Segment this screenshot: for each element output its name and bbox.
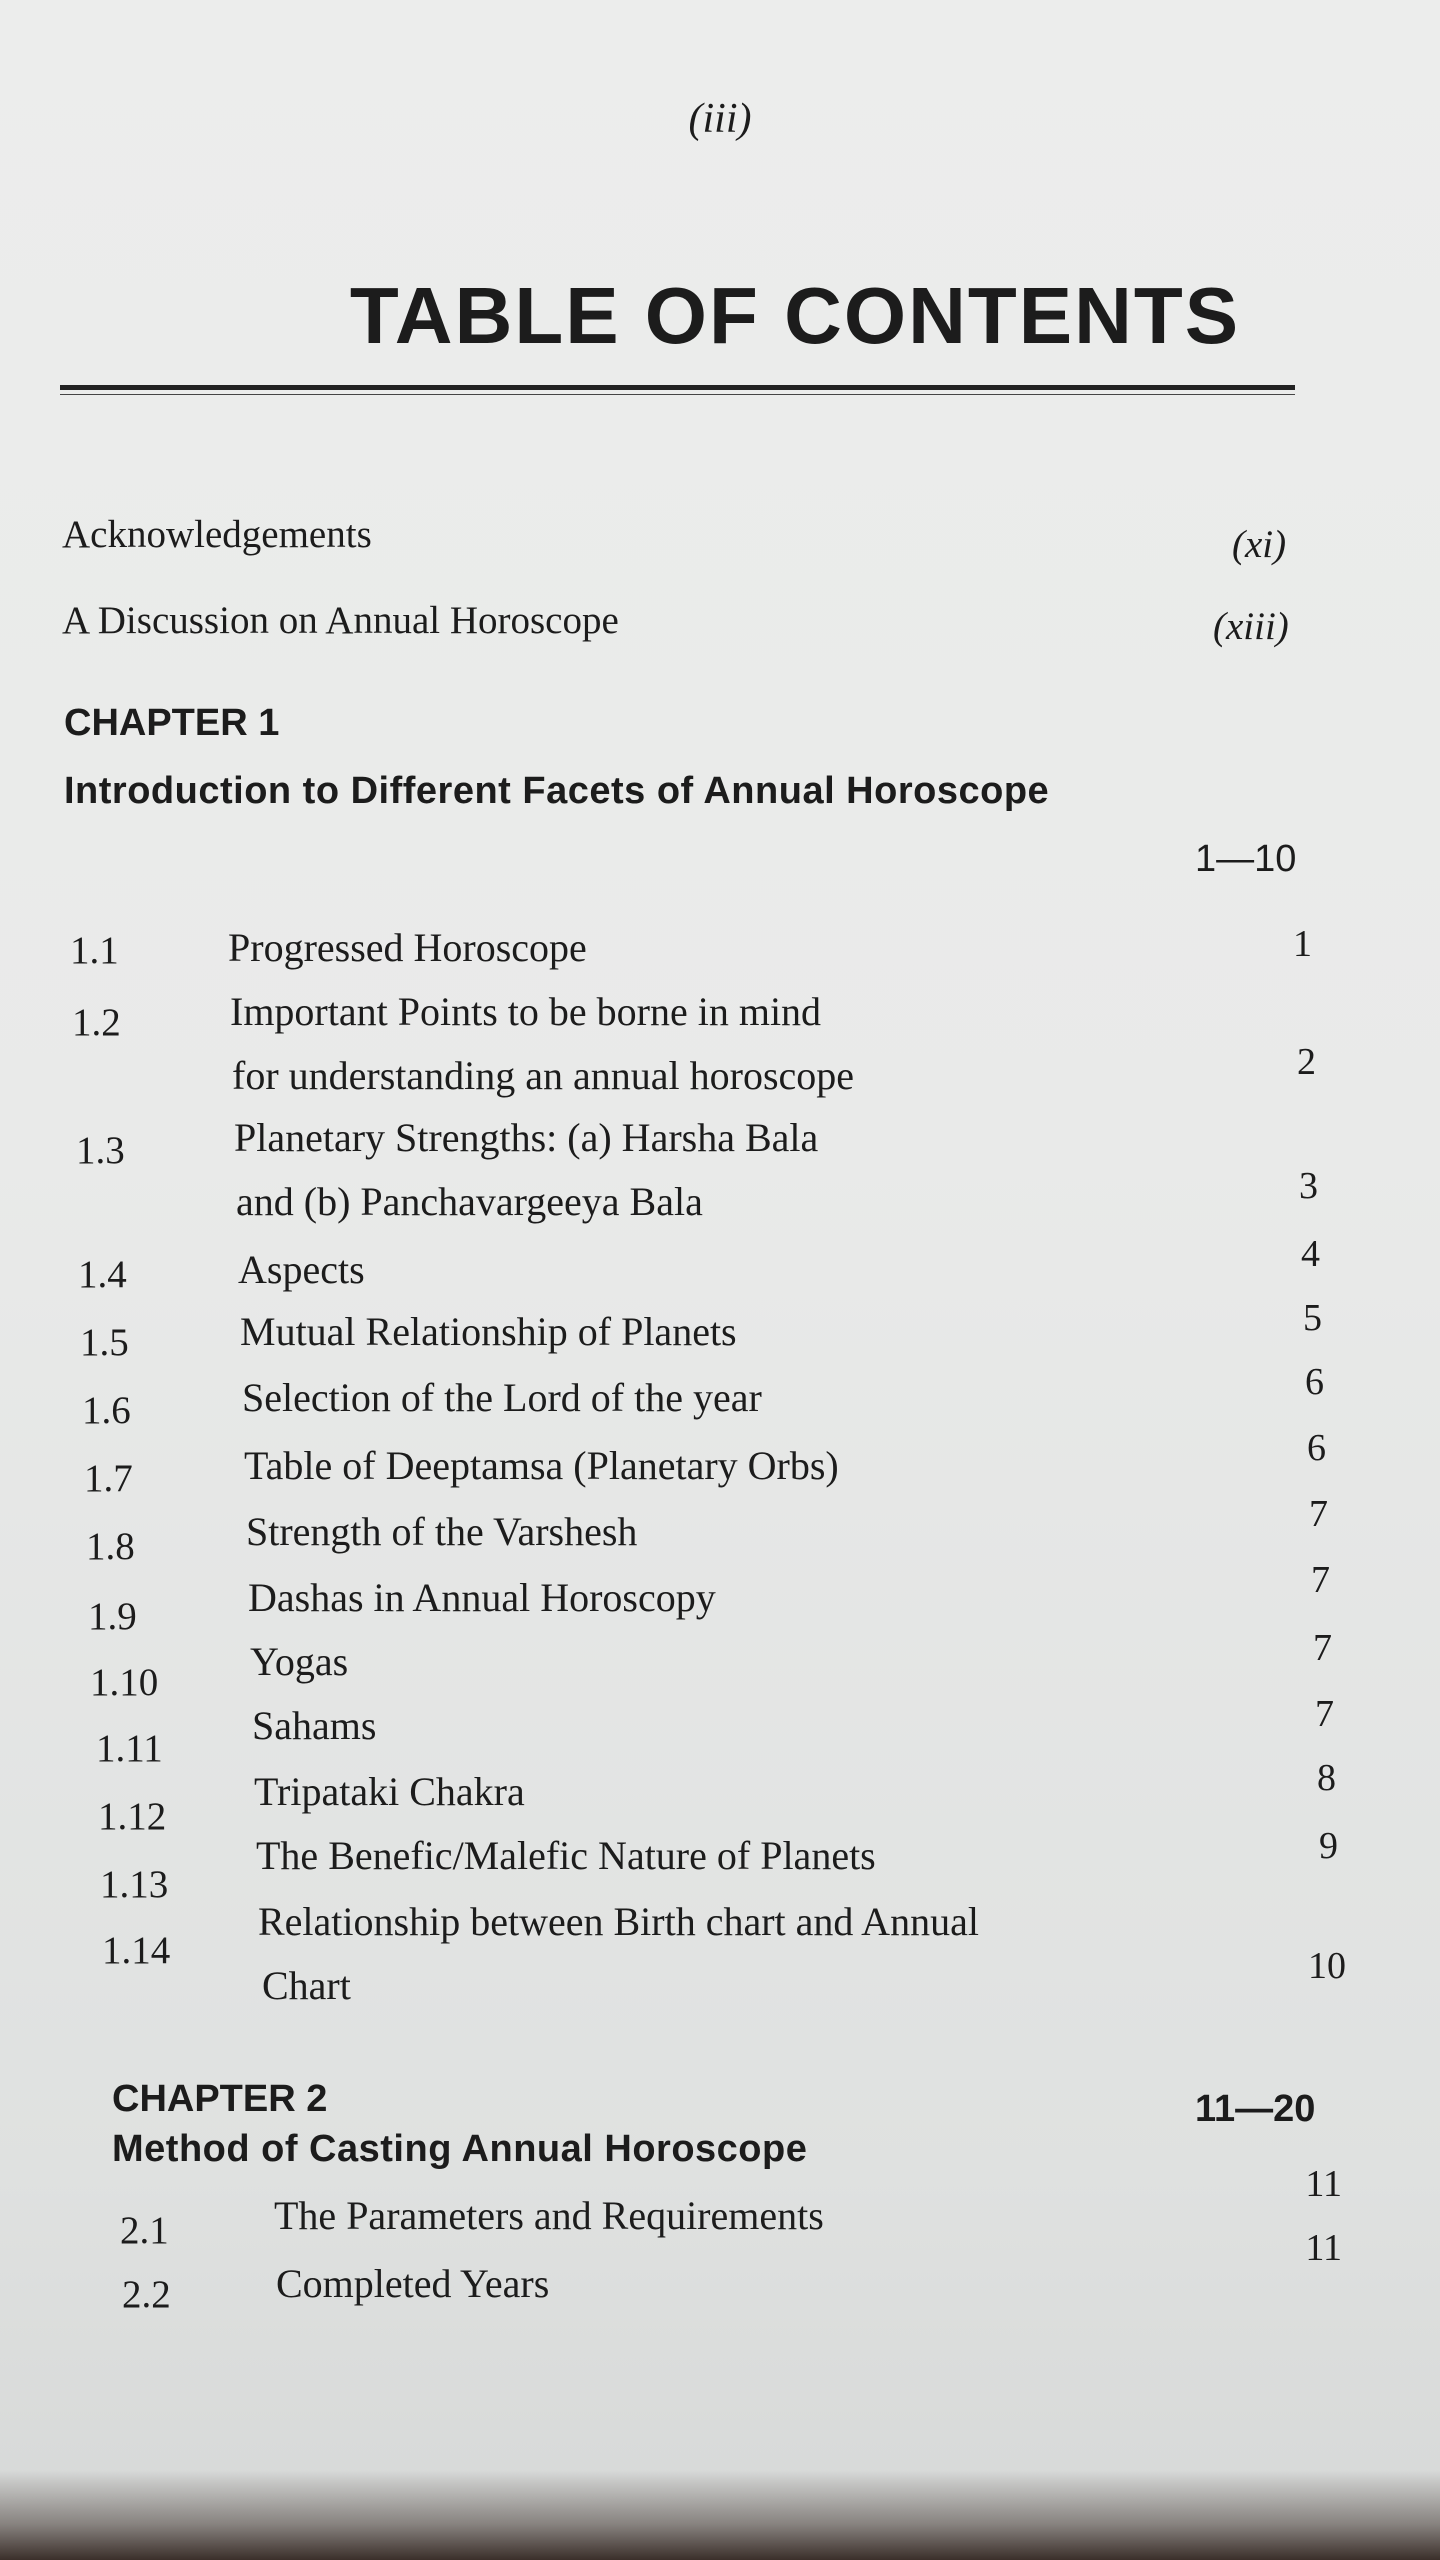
section-page: 6 — [1307, 1427, 1326, 1469]
chapter-title: Introduction to Different Facets of Annual Horoscope — [64, 770, 1050, 812]
section-page: 8 — [1317, 1757, 1336, 1799]
section-page: 6 — [1305, 1361, 1324, 1403]
section-title-continued: and (b) Panchavargeeya Bala — [236, 1179, 703, 1224]
section-title: Table of Deeptamsa (Planetary Orbs) — [244, 1443, 839, 1488]
chapter-heading: CHAPTER 2 — [112, 2078, 328, 2120]
section-title: Sahams — [252, 1703, 377, 1748]
section-title: Relationship between Birth chart and Annual — [258, 1899, 979, 1944]
section-title-continued: for understanding an annual horoscope — [232, 1053, 855, 1098]
section-title: Tripataki Chakra — [254, 1769, 525, 1814]
section-title: Planetary Strengths: (a) Harsha Bala — [234, 1115, 819, 1160]
section-number: 1.2 — [72, 1001, 121, 1044]
chapter-page-range: 11—20 — [1195, 2088, 1316, 2130]
section-page: 3 — [1299, 1165, 1318, 1207]
section-page: 7 — [1315, 1693, 1334, 1735]
section-title: Aspects — [238, 1247, 365, 1292]
section-page: 2 — [1297, 1041, 1316, 1083]
section-title: Mutual Relationship of Planets — [240, 1309, 737, 1354]
section-title: The Parameters and Requirements — [274, 2193, 824, 2238]
section-page: 7 — [1309, 1493, 1328, 1535]
section-page: 1 — [1293, 923, 1312, 965]
section-number: 1.6 — [82, 1389, 131, 1432]
chapter-heading: CHAPTER 1 — [64, 702, 280, 744]
section-page: 11 — [1305, 2227, 1342, 2269]
section-page: 11 — [1305, 2163, 1342, 2205]
front-matter-page: (xiii) — [1213, 605, 1289, 648]
title-rule — [60, 385, 1295, 390]
section-page: 4 — [1301, 1233, 1320, 1275]
section-page: 5 — [1303, 1297, 1322, 1339]
section-number: 2.2 — [122, 2273, 171, 2316]
section-title: The Benefic/Malefic Nature of Planets — [256, 1833, 876, 1878]
section-title: Strength of the Varshesh — [246, 1509, 638, 1554]
front-matter-label: A Discussion on Annual Horoscope — [62, 599, 619, 642]
section-number: 1.11 — [96, 1727, 163, 1770]
section-number: 1.1 — [70, 929, 119, 972]
section-title: Progressed Horoscope — [228, 925, 587, 970]
section-number: 1.14 — [102, 1929, 171, 1972]
section-page: 9 — [1319, 1825, 1338, 1867]
section-title: Yogas — [250, 1639, 349, 1684]
chapter-title: Method of Casting Annual Horoscope — [112, 2128, 808, 2170]
page-number: (iii) — [688, 96, 752, 142]
page-title: TABLE OF CONTENTS — [349, 271, 1241, 360]
section-number: 1.7 — [84, 1457, 133, 1500]
section-title: Selection of the Lord of the year — [242, 1375, 762, 1420]
page-edge-shadow — [0, 2470, 1440, 2560]
chapter-page-range: 1—10 — [1195, 838, 1297, 880]
section-title: Completed Years — [276, 2261, 550, 2306]
section-page: 7 — [1313, 1627, 1332, 1669]
section-title: Important Points to be borne in mind — [230, 989, 822, 1034]
section-number: 1.8 — [86, 1525, 135, 1568]
section-number: 1.3 — [76, 1129, 125, 1172]
section-title-continued: Chart — [262, 1963, 351, 2008]
section-number: 1.5 — [80, 1321, 129, 1364]
section-number: 2.1 — [120, 2209, 169, 2252]
front-matter-page: (xi) — [1232, 523, 1287, 566]
section-number: 1.4 — [78, 1253, 127, 1296]
section-title: Dashas in Annual Horoscopy — [248, 1575, 716, 1620]
section-number: 1.13 — [100, 1863, 169, 1906]
front-matter-label: Acknowledgements — [62, 513, 372, 556]
section-number: 1.9 — [88, 1595, 137, 1638]
section-number: 1.12 — [98, 1795, 167, 1838]
section-page: 7 — [1311, 1559, 1330, 1601]
section-number: 1.10 — [90, 1661, 159, 1704]
title-rule-thin — [60, 394, 1295, 395]
section-page: 10 — [1308, 1945, 1346, 1987]
